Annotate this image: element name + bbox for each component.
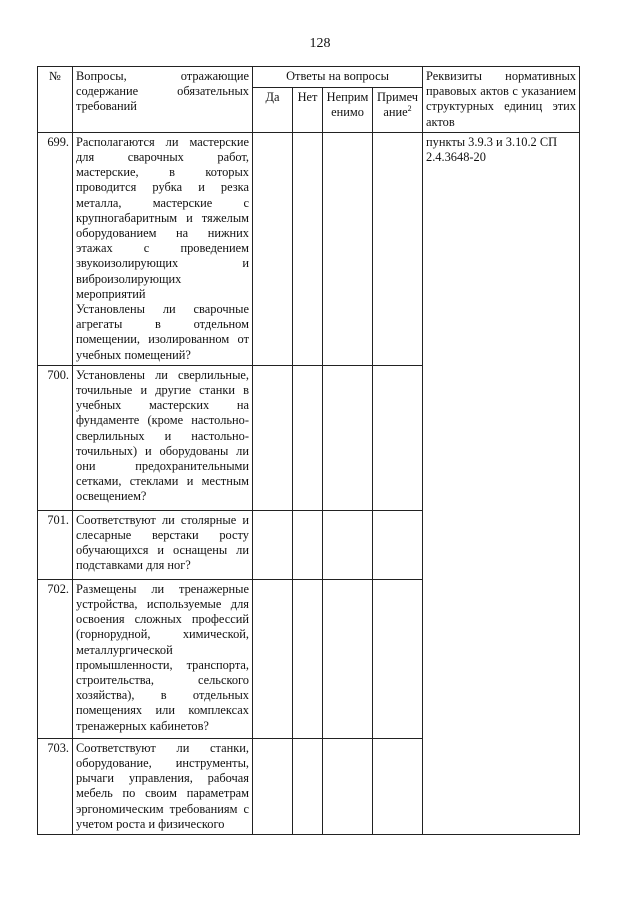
header-answers-group: Ответы на вопросы xyxy=(253,67,423,88)
answer-note-cell[interactable] xyxy=(373,132,423,365)
header-note-footnote: 2 xyxy=(407,103,412,113)
row-question: Соответствуют ли станки, оборудование, инструменты, рычаги управления, рабочая мебель по своим параметрам эргономическим требованиям с учетом роста и физического xyxy=(73,738,253,834)
header-not-applicable: Неприм енимо xyxy=(323,87,373,132)
answer-note-cell[interactable] xyxy=(373,510,423,579)
answer-na-cell[interactable] xyxy=(323,132,373,365)
row-num: 703. xyxy=(38,738,73,834)
page-number: 128 xyxy=(309,36,331,51)
row-num: 700. xyxy=(38,365,73,510)
answer-na-cell[interactable] xyxy=(323,510,373,579)
header-question: Вопросы, отражающие содержание обязательных требований xyxy=(73,67,253,133)
answer-na-cell[interactable] xyxy=(323,579,373,738)
header-note-text: Примеч ание xyxy=(376,89,419,120)
row-question: Соответствуют ли столярные и слесарные верстаки росту обучающихся и оснащены ли подставками для ног? xyxy=(73,510,253,579)
row-question-text-2: Установлены ли сварочные агрегаты в отдельном помещении, изолированном от учебных помещений? xyxy=(76,302,249,362)
row-num: 701. xyxy=(38,510,73,579)
answer-na-cell[interactable] xyxy=(323,738,373,834)
header-num: № xyxy=(38,67,73,133)
requirements-table xyxy=(37,66,580,835)
answer-yes-cell[interactable] xyxy=(253,510,293,579)
header-note xyxy=(373,87,423,132)
row-num: 702. xyxy=(38,579,73,738)
answer-no-cell[interactable] xyxy=(293,132,323,365)
answer-no-cell[interactable] xyxy=(293,365,323,510)
row-question-text: Располагаются ли мастерские для сварочных работ, мастерские, в которых проводится рубка и резка металла, мастерские с крупногабаритным и тяжелым оборудованием на нижних этажах с проведением звукоизолирующих и виброизолирующих мероприятий xyxy=(76,134,249,301)
row-ref: пункты 3.9.3 и 3.10.2 СП 2.4.3648-20 xyxy=(423,132,580,834)
header-yes: Да xyxy=(253,87,293,132)
row-question xyxy=(73,132,253,365)
answer-yes-cell[interactable] xyxy=(253,132,293,365)
table-row xyxy=(38,132,580,365)
answer-yes-cell[interactable] xyxy=(253,365,293,510)
answer-note-cell[interactable] xyxy=(373,579,423,738)
header-no: Нет xyxy=(293,87,323,132)
answer-note-cell[interactable] xyxy=(373,738,423,834)
answer-no-cell[interactable] xyxy=(293,510,323,579)
answer-note-cell[interactable] xyxy=(373,365,423,510)
header-ref: Реквизиты нормативных правовых актов с указанием структурных единиц этих актов xyxy=(423,67,580,133)
answer-no-cell[interactable] xyxy=(293,738,323,834)
answer-yes-cell[interactable] xyxy=(253,579,293,738)
answer-na-cell[interactable] xyxy=(323,365,373,510)
row-question: Установлены ли сверлильные, точильные и другие станки в учебных мастерских на фундаменте (кроме настольно-сверлильных и настольно-точильных) и оборудованы ли они предохранительными сетками, стеклами и местным освещением? xyxy=(73,365,253,510)
row-question: Размещены ли тренажерные устройства, используемые для освоения сложных профессий (горнорудной, химической, металлургической промышленности, транспорта, строительства, сельского хозяйства), в отдельных помещениях или комплексах тренажерных кабинетов? xyxy=(73,579,253,738)
answer-no-cell[interactable] xyxy=(293,579,323,738)
row-num: 699. xyxy=(38,132,73,365)
answer-yes-cell[interactable] xyxy=(253,738,293,834)
header-row xyxy=(38,67,580,88)
